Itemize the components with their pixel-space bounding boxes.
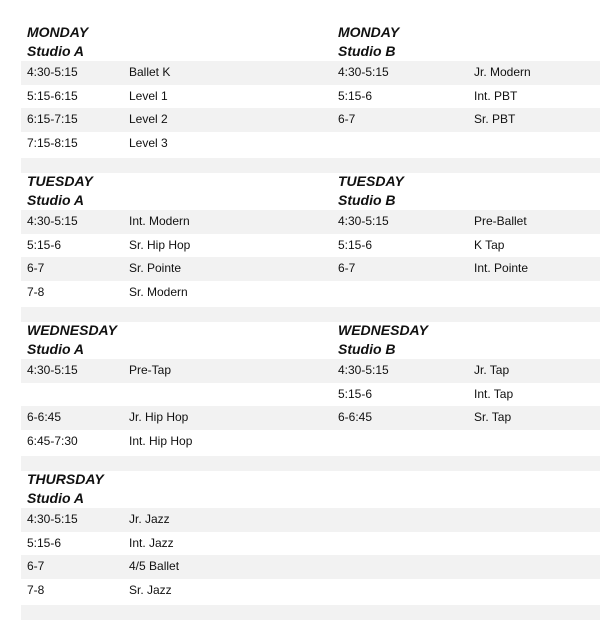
class-cell: Sr. Jazz — [129, 582, 172, 597]
studio-heading-left: Studio A — [27, 43, 85, 59]
table-row — [21, 257, 600, 281]
class-cell: Int. PBT — [474, 88, 518, 103]
table-row — [21, 281, 600, 305]
time-cell: 5:15-6:15 — [27, 88, 78, 103]
table-row — [21, 430, 600, 454]
time-cell: 6-7 — [27, 261, 45, 275]
class-cell: Jr. Tap — [474, 363, 510, 377]
class-cell: Sr. Pointe — [129, 261, 182, 275]
day-heading-left: TUESDAY — [27, 173, 93, 189]
time-cell: 6-7 — [338, 261, 356, 275]
day-block-wednesday — [21, 322, 600, 471]
table-row — [21, 579, 600, 603]
day-heading-right: WEDNESDAY — [338, 322, 428, 338]
class-cell: Level 3 — [129, 135, 168, 150]
time-cell: 4:30-5:15 — [338, 363, 389, 377]
table-row — [21, 406, 600, 430]
studio-heading-right: Studio B — [338, 43, 396, 59]
studio-heading-right: Studio B — [338, 341, 396, 357]
table-row — [21, 555, 600, 579]
time-cell: 6-7 — [338, 112, 356, 126]
time-cell: 4:30-5:15 — [27, 214, 78, 228]
studio-heading-left: Studio A — [27, 490, 85, 506]
table-row — [21, 508, 600, 532]
block-header — [21, 173, 600, 210]
time-cell: 6:15-7:15 — [27, 112, 78, 126]
dance-schedule — [21, 24, 600, 620]
class-cell: Jr. Jazz — [129, 512, 170, 526]
time-cell: 5:15-6 — [338, 88, 373, 103]
time-cell: 7-8 — [27, 582, 45, 597]
table-row — [21, 85, 600, 109]
table-row — [21, 108, 600, 132]
class-cell: Int. Jazz — [129, 535, 174, 550]
time-cell: 6-6:45 — [27, 410, 62, 424]
time-cell: 4:30-5:15 — [27, 65, 78, 79]
time-cell: 4:30-5:15 — [338, 214, 389, 228]
time-cell: 5:15-6 — [27, 237, 62, 252]
class-cell: Sr. Hip Hop — [129, 237, 191, 252]
time-cell: 4:30-5:15 — [338, 65, 389, 79]
class-cell: Pre-Tap — [129, 363, 172, 377]
block-separator — [21, 605, 600, 620]
class-cell: Int. Tap — [474, 386, 514, 401]
table-row — [21, 532, 600, 556]
block-header — [21, 24, 600, 61]
table-row — [21, 383, 600, 407]
class-cell: Level 1 — [129, 88, 168, 103]
table-row — [21, 359, 600, 383]
time-cell: 6-7 — [27, 559, 45, 573]
class-cell: Sr. Tap — [474, 410, 512, 424]
day-block-tuesday — [21, 173, 600, 322]
day-heading-right: TUESDAY — [338, 173, 404, 189]
class-cell: Ballet K — [129, 65, 171, 79]
block-header — [21, 471, 600, 508]
class-cell: Sr. Modern — [129, 284, 188, 299]
block-separator — [21, 307, 600, 322]
block-separator — [21, 158, 600, 173]
class-cell: Sr. PBT — [474, 112, 516, 126]
time-cell: 7:15-8:15 — [27, 135, 78, 150]
day-heading-left: WEDNESDAY — [27, 322, 117, 338]
time-cell: 5:15-6 — [338, 386, 373, 401]
class-cell: K Tap — [474, 237, 505, 252]
day-heading-right: MONDAY — [338, 24, 400, 40]
class-cell: 4/5 Ballet — [129, 559, 180, 573]
class-cell: Jr. Modern — [474, 65, 531, 79]
class-cell: Int. Pointe — [474, 261, 529, 275]
class-cell: Level 2 — [129, 112, 168, 126]
studio-heading-left: Studio A — [27, 341, 85, 357]
class-cell: Pre-Ballet — [474, 214, 527, 228]
day-heading-left: THURSDAY — [27, 471, 104, 487]
class-cell: Int. Hip Hop — [129, 433, 193, 448]
class-cell: Jr. Hip Hop — [129, 410, 189, 424]
day-heading-left: MONDAY — [27, 24, 89, 40]
class-cell: Int. Modern — [129, 214, 190, 228]
block-header — [21, 322, 600, 359]
time-cell: 5:15-6 — [338, 237, 373, 252]
day-block-thursday — [21, 471, 600, 620]
time-cell: 4:30-5:15 — [27, 512, 78, 526]
table-row — [21, 210, 600, 234]
block-separator — [21, 456, 600, 471]
studio-heading-left: Studio A — [27, 192, 85, 208]
day-block-monday — [21, 24, 600, 173]
time-cell: 4:30-5:15 — [27, 363, 78, 377]
studio-heading-right: Studio B — [338, 192, 396, 208]
table-row — [21, 132, 600, 156]
table-row — [21, 61, 600, 85]
time-cell: 6:45-7:30 — [27, 433, 78, 448]
time-cell: 7-8 — [27, 284, 45, 299]
table-row — [21, 234, 600, 258]
time-cell: 5:15-6 — [27, 535, 62, 550]
time-cell: 6-6:45 — [338, 410, 373, 424]
